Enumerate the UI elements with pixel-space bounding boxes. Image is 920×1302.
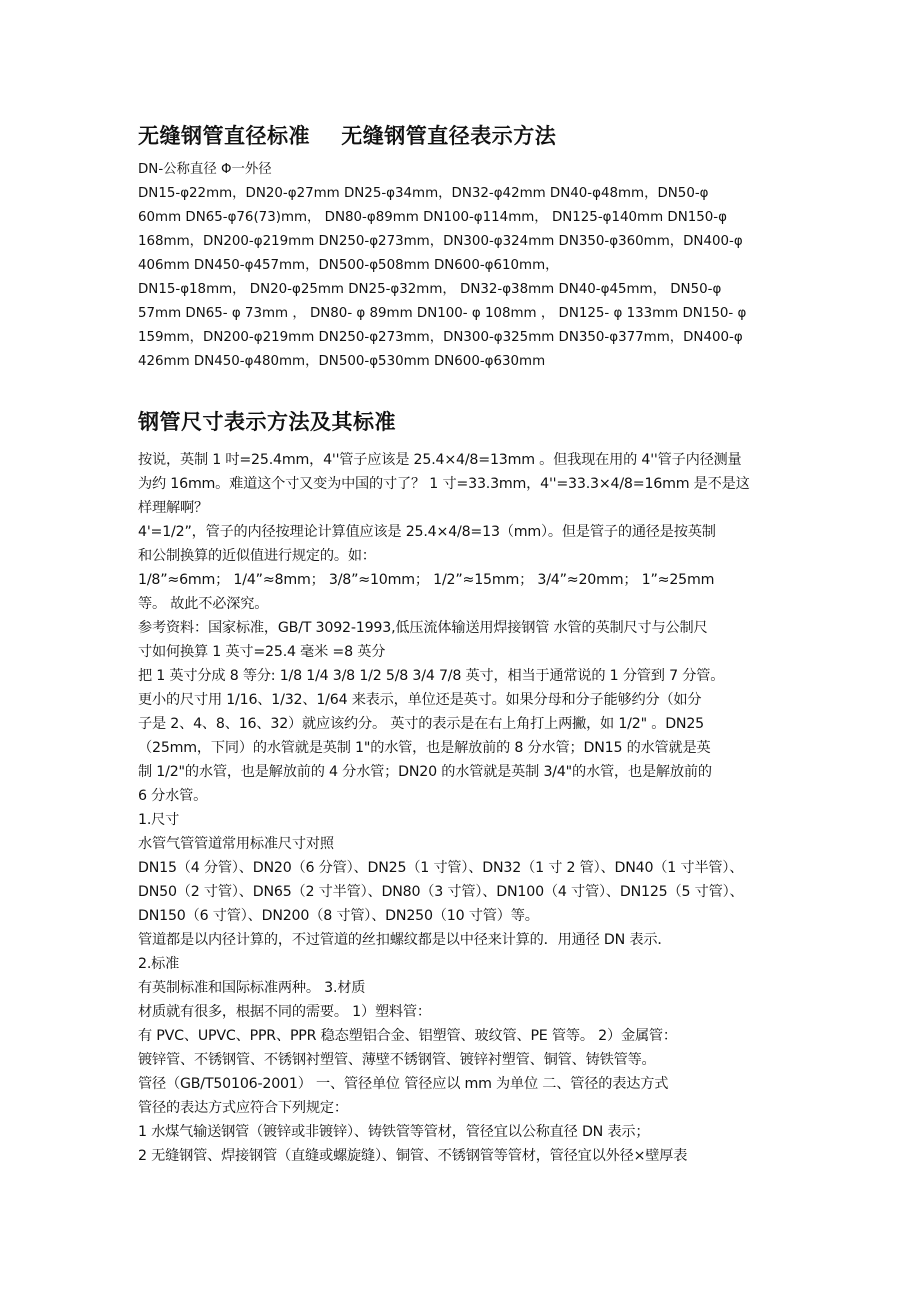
text-line: 2.标准 [138, 956, 180, 972]
text-line: 按说，英制 1 吋=25.4mm，4''管子应该是 25.4×4/8=13mm 。但我现在用的 4''管子内径测量 [138, 452, 742, 468]
text-line: DN50（2 寸管）、DN65（2 寸半管）、DN80（3 寸管）、DN100（4 寸管）、DN125（5 寸管）、 [138, 884, 744, 900]
text-line: 参考资料：国家标准，GB/T 3092-1993,低压流体输送用焊接钢管 水管的英制尺寸与公制尺 [138, 620, 708, 636]
text-line: 样理解啊？ [138, 500, 208, 516]
text-line: 6 分水管。 [138, 788, 208, 804]
section-seamless-pipe-diameter [138, 118, 798, 374]
text-line: 1/8”≈6mm； 1/4”≈8mm； 3/8”≈10mm； 1/2”≈15mm； 3/4”≈20mm； 1”≈25mm [138, 572, 715, 588]
text-line: 水管气管管道常用标准尺寸对照 [138, 836, 334, 852]
text-line: 406mm DN450-φ457mm，DN500-φ508mm DN600-φ610mm， [138, 258, 559, 273]
text-line: DN15-φ22mm，DN20-φ27mm DN25-φ34mm，DN32-φ42mm DN40-φ48mm，DN50-φ [138, 186, 709, 201]
text-line: DN15（4 分管）、DN20（6 分管）、DN25（1 寸管）、DN32（1 寸 2 管）、DN40（1 寸半管）、 [138, 860, 744, 876]
text-line: 材质就有很多，根据不同的需要。 1）塑料管： [138, 1004, 431, 1020]
text-line: 等。 故此不必深究。 [138, 596, 269, 612]
text-line: 有英制标准和国际标准两种。 3.材质 [138, 980, 366, 996]
text-line: 2 无缝钢管、焊接钢管（直缝或螺旋缝）、铜管、不锈钢管等管材，管径宜以外径×壁厚表 [138, 1148, 688, 1164]
text-line: 1.尺寸 [138, 812, 180, 828]
text-line: 168mm，DN200-φ219mm DN250-φ273mm，DN300-φ324mm DN350-φ360mm，DN400-φ [138, 234, 743, 249]
text-line: DN150（6 寸管）、DN200（8 寸管）、DN250（10 寸管）等。 [138, 908, 539, 924]
text-line: （25mm，下同）的水管就是英制 1"的水管，也是解放前的 8 分水管；DN15 的水管就是英 [138, 740, 711, 756]
text-line: DN15-φ18mm， DN20-φ25mm DN25-φ32mm， DN32-φ38mm DN40-φ45mm， DN50-φ [138, 282, 722, 297]
text-line: 为约 16mm。难道这个寸又变为中国的寸了？ 1 寸=33.3mm，4''=33.3×4/8=16mm 是不是这 [138, 476, 750, 492]
text-line: 159mm，DN200-φ219mm DN250-φ273mm，DN300-φ325mm DN350-φ377mm，DN400-φ [138, 330, 743, 345]
text-line: 管道都是以内径计算的，不过管道的丝扣螺纹都是以中径来计算的．用通径 DN 表示． [138, 932, 672, 948]
text-line: 426mm DN450-φ480mm，DN500-φ530mm DN600-φ630mm [138, 354, 546, 369]
text-line: 管径（GB/T50106-2001） 一、管径单位 管径应以 mm 为单位 二、管径的表达方式 [138, 1076, 669, 1092]
text-line: 制 1/2"的水管，也是解放前的 4 分水管；DN20 的水管就是英制 3/4"的水管，也是解放前的 [138, 764, 712, 780]
text-line: 有 PVC、UPVC、PPR、PPR 稳态塑铝合金、铝塑管、玻纹管、PE 管等。 2）金属管： [138, 1028, 677, 1044]
text-line: 镀锌管、不锈钢管、不锈钢衬塑管、薄壁不锈钢管、镀锌衬塑管、铜管、铸铁管等。 [138, 1052, 656, 1068]
text-line: 1 水煤气输送钢管（镀锌或非镀锌）、铸铁管等管材，管径宜以公称直径 DN 表示； [138, 1124, 650, 1140]
text-line: 寸如何换算 1 英寸=25.4 毫米 =8 英分 [138, 644, 386, 660]
section-title-seamless-pipe: 无缝钢管直径标准 无缝钢管直径表示方法 [138, 124, 557, 148]
text-line: 更小的尺寸用 1/16、1/32、1/64 来表示，单位还是英寸。如果分母和分子能够约分（如分 [138, 692, 702, 708]
text-line: DN-公称直径 Φ一外径 [138, 162, 272, 177]
text-line: 4'=1/2”，管子的内径按理论计算值应该是 25.4×4/8=13（mm）。但是管子的通径是按英制 [138, 524, 716, 540]
text-line: 管径的表达方式应符合下列规定： [138, 1100, 348, 1116]
text-line: 和公制换算的近似值进行规定的。如： [138, 548, 376, 564]
text-line: 57mm DN65- φ 73mm ， DN80- φ 89mm DN100- φ 108mm ， DN125- φ 133mm DN150- φ [138, 306, 747, 321]
text-line: 子是 2、4、8、16、32）就应该约分。 英寸的表示是在右上角打上两撇，如 1/2" 。DN25 [138, 716, 705, 732]
document-content [138, 118, 798, 1168]
text-line: 60mm DN65-φ76(73)mm， DN80-φ89mm DN100-φ114mm， DN125-φ140mm DN150-φ [138, 210, 727, 225]
section-title-steel-pipe: 钢管尺寸表示方法及其标准 [138, 410, 396, 434]
text-line: 把 1 英寸分成 8 等分: 1/8 1/4 3/8 1/2 5/8 3/4 7/8 英寸，相当于通常说的 1 分管到 7 分管。 [138, 668, 725, 684]
section-steel-pipe-size [138, 404, 798, 1168]
